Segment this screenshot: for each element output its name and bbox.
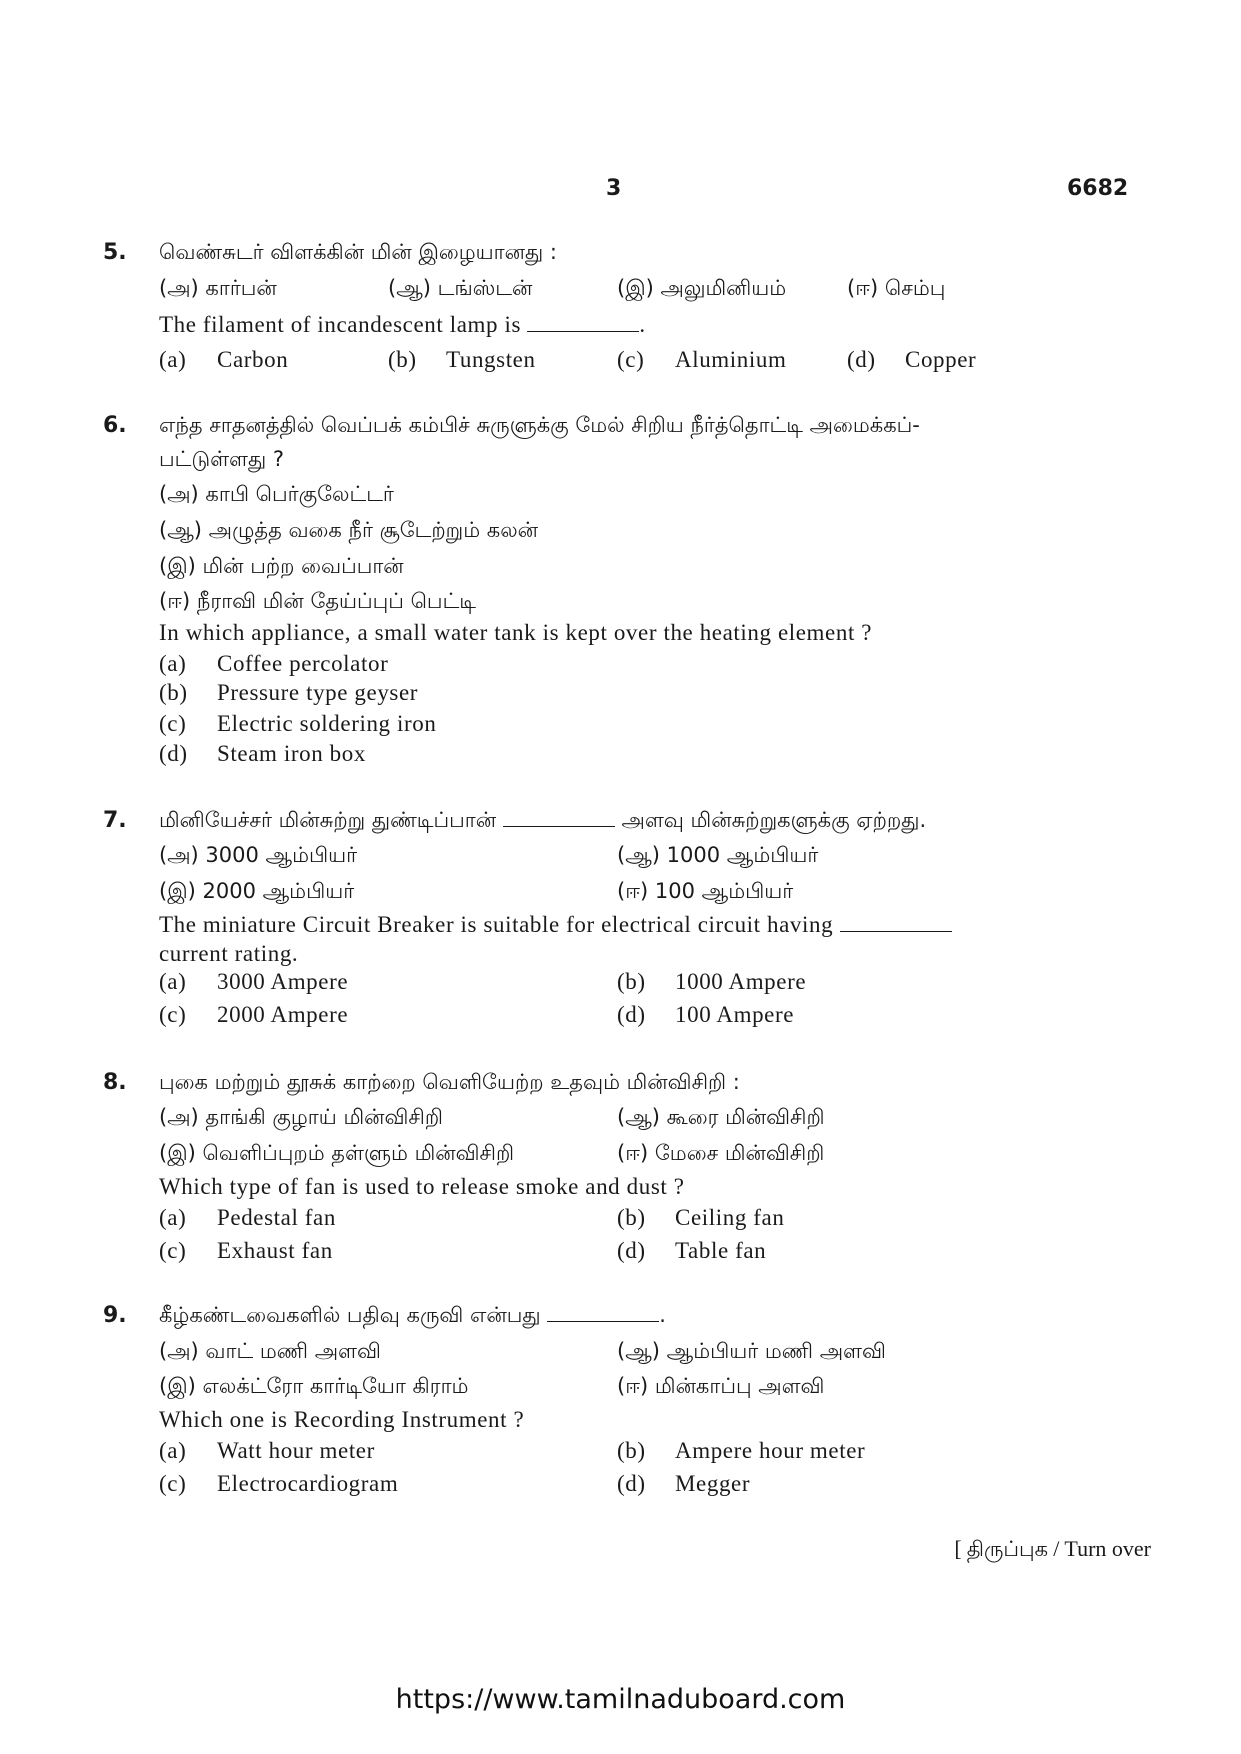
option-label: (d) [617,1002,646,1027]
english-option-c [617,347,786,373]
answer-blank [547,1303,659,1322]
tamil-option-c [159,554,404,581]
option-label: (b) [617,969,646,994]
tamil-option-d [847,276,945,303]
tamil-option-b [388,276,532,303]
option-text: மின் பற்ற வைப்பான் [202,554,404,578]
question-number: 7. [103,808,127,833]
question-number: 5. [103,240,127,265]
option-text: Electrocardiogram [217,1471,399,1496]
tamil-option-c [617,276,786,303]
option-text: Exhaust fan [217,1238,333,1263]
english-option-c [159,1471,398,1497]
tamil-option-d [617,1141,824,1168]
option-text: 100 ஆம்பியர் [654,879,794,903]
option-label: (ஈ) [617,879,649,903]
option-text: டங்ஸ்டன் [437,276,533,300]
tamil-option-c [159,1374,468,1401]
option-label: (a) [159,347,187,372]
option-text: Carbon [217,347,289,372]
option-label: (ஈ) [847,276,879,300]
english-option-b [617,1438,865,1464]
turn-over-tamil: திருப்புக [966,1537,1049,1561]
tamil-option-a [159,482,394,509]
option-text: Electric soldering iron [217,711,437,736]
option-text: நீராவி மின் தேய்ப்புப் பெட்டி [196,589,476,613]
answer-blank [527,313,639,332]
tamil-option-b [617,843,818,870]
english-option-a [159,1205,336,1231]
option-text: Pedestal fan [217,1205,336,1230]
option-text: Tungsten [446,347,536,372]
tamil-question: புகை மற்றும் தூசுக் காற்றை வெளியேற்ற உதவும் மின்விசிறி : [159,1070,740,1094]
tamil-question: வெண்சுடர் விளக்கின் மின் இழையானது : [159,240,557,264]
option-label: (ஆ) [617,1105,660,1129]
option-text: காபி பெர்குலேட்டர் [205,482,394,506]
option-text: வாட் மணி அளவி [205,1339,381,1363]
option-text: மின்காப்பு அளவி [654,1374,825,1398]
option-text: Coffee percolator [217,651,389,676]
option-label: (இ) [159,1141,196,1165]
english-option-b [159,680,418,706]
english-option-c [159,1238,333,1264]
english-question: Which type of fan is used to release smoke and dust ? [159,1174,685,1199]
question-text: The miniature Circuit Breaker is suitable for electrical circuit having [159,912,834,937]
english-option-b [617,969,806,995]
option-text: எலக்ட்ரோ கார்டியோ கிராம் [202,1374,469,1398]
option-text: Watt hour meter [217,1438,375,1463]
tamil-option-d [617,1374,824,1401]
tamil-option-b [159,518,538,545]
turn-over-separator: / [1053,1536,1060,1561]
answer-blank [503,808,615,827]
tamil-option-c [159,1141,514,1168]
option-text: கார்பன் [205,276,277,300]
option-label: (d) [847,347,876,372]
tamil-option-a [159,276,277,303]
option-label: (ஈ) [617,1374,649,1398]
question-text-end: அளவு மின்சுற்றுகளுக்கு ஏற்றது. [621,808,927,832]
english-option-c [159,1002,348,1028]
option-label: (c) [617,347,645,372]
option-label: (a) [159,1205,187,1230]
english-option-b [388,347,536,373]
option-text: 100 Ampere [675,1002,795,1027]
turn-over-bracket: [ [954,1536,962,1561]
answer-blank [840,913,952,932]
option-text: தாங்கி குழாய் மின்விசிறி [205,1105,443,1129]
option-text: அழுத்த வகை நீர் சூடேற்றும் கலன் [208,518,538,542]
option-label: (a) [159,969,187,994]
question-punctuation: . [659,1303,666,1327]
english-option-c [159,711,436,737]
question-text: The filament of incandescent lamp is [159,312,522,337]
option-text: Copper [905,347,977,372]
english-option-a [159,969,348,995]
option-label: (அ) [159,1339,199,1363]
option-label: (d) [617,1471,646,1496]
tamil-question-line-1: எந்த சாதனத்தில் வெப்பக் கம்பிச் சுருளுக்கு மேல் சிறிய நீர்த்தொட்டி அமைக்கப்- [159,413,920,437]
option-label: (b) [159,680,188,705]
english-option-d [617,1238,766,1264]
english-question: In which appliance, a small water tank is kept over the heating element ? [159,620,873,645]
option-label: (அ) [159,482,199,506]
question-number: 6. [103,413,127,438]
option-text: அலுமினியம் [660,276,787,300]
option-label: (ஆ) [159,518,202,542]
option-label: (இ) [159,554,196,578]
option-label: (d) [617,1238,646,1263]
option-label: (c) [159,711,187,736]
option-label: (இ) [617,276,654,300]
question-number: 8. [103,1070,127,1095]
option-text: 3000 ஆம்பியர் [205,843,358,867]
option-label: (c) [159,1238,187,1263]
option-text: Steam iron box [217,741,366,766]
tamil-question-line-2: பட்டுள்ளது ? [159,447,285,471]
english-question: Which one is Recording Instrument ? [159,1407,525,1432]
option-label: (இ) [159,1374,196,1398]
option-label: (அ) [159,1105,199,1129]
question-number: 9. [103,1303,127,1328]
option-label: (b) [617,1205,646,1230]
option-text: Ceiling fan [675,1205,785,1230]
tamil-question [159,808,926,835]
option-text: 2000 ஆம்பியர் [202,879,355,903]
option-label: (c) [159,1002,187,1027]
english-option-d [847,347,976,373]
option-text: Megger [675,1471,751,1496]
english-question-line-2: current rating. [159,941,299,966]
option-text: 1000 Ampere [675,969,807,994]
option-text: 3000 Ampere [217,969,349,994]
english-option-a [159,347,288,373]
tamil-option-b [617,1339,886,1366]
option-label: (c) [159,1471,187,1496]
option-text: 1000 ஆம்பியர் [666,843,819,867]
english-option-d [617,1002,794,1028]
english-option-a [159,651,388,677]
tamil-option-c [159,879,354,906]
option-text: வெளிப்புறம் தள்ளும் மின்விசிறி [202,1141,515,1165]
question-text: கீழ்கண்டவைகளில் பதிவு கருவி என்பது [159,1303,541,1327]
option-label: (a) [159,1438,187,1463]
option-label: (d) [159,741,188,766]
website-url[interactable]: https://www.tamilnaduboard.com [395,1684,846,1715]
option-label: (இ) [159,879,196,903]
tamil-option-a [159,1339,381,1366]
option-label: (ஈ) [617,1141,649,1165]
option-label: (ஈ) [159,589,191,613]
question-punctuation: . [639,312,646,337]
turn-over-english: Turn over [1064,1536,1151,1561]
tamil-option-a [159,1105,443,1132]
option-text: 2000 Ampere [217,1002,349,1027]
tamil-option-a [159,843,357,870]
page-number: 3 [606,176,622,201]
english-option-b [617,1205,784,1231]
tamil-option-d [617,879,793,906]
english-option-d [159,741,366,767]
option-label: (b) [388,347,417,372]
option-text: செம்பு [884,276,946,300]
turn-over-note [954,1536,1151,1564]
tamil-option-d [159,589,476,616]
tamil-question [159,1303,666,1330]
tamil-option-b [617,1105,825,1132]
option-label: (ஆ) [617,843,660,867]
option-label: (அ) [159,843,199,867]
option-text: Pressure type geyser [217,680,419,705]
option-label: (a) [159,651,187,676]
option-label: (b) [617,1438,646,1463]
paper-code: 6682 [1067,176,1129,201]
english-question-line-1 [159,912,952,938]
option-text: Table fan [675,1238,767,1263]
english-option-a [159,1438,375,1464]
option-text: ஆம்பியர் மணி அளவி [666,1339,886,1363]
option-text: மேசை மின்விசிறி [654,1141,825,1165]
english-question [159,312,646,338]
option-text: கூரை மின்விசிறி [666,1105,825,1129]
option-label: (அ) [159,276,199,300]
option-text: Aluminium [675,347,787,372]
option-text: Ampere hour meter [675,1438,866,1463]
question-text: மினியேச்சர் மின்சுற்று துண்டிப்பான் [159,808,497,832]
option-label: (ஆ) [617,1339,660,1363]
english-option-d [617,1471,750,1497]
option-label: (ஆ) [388,276,431,300]
